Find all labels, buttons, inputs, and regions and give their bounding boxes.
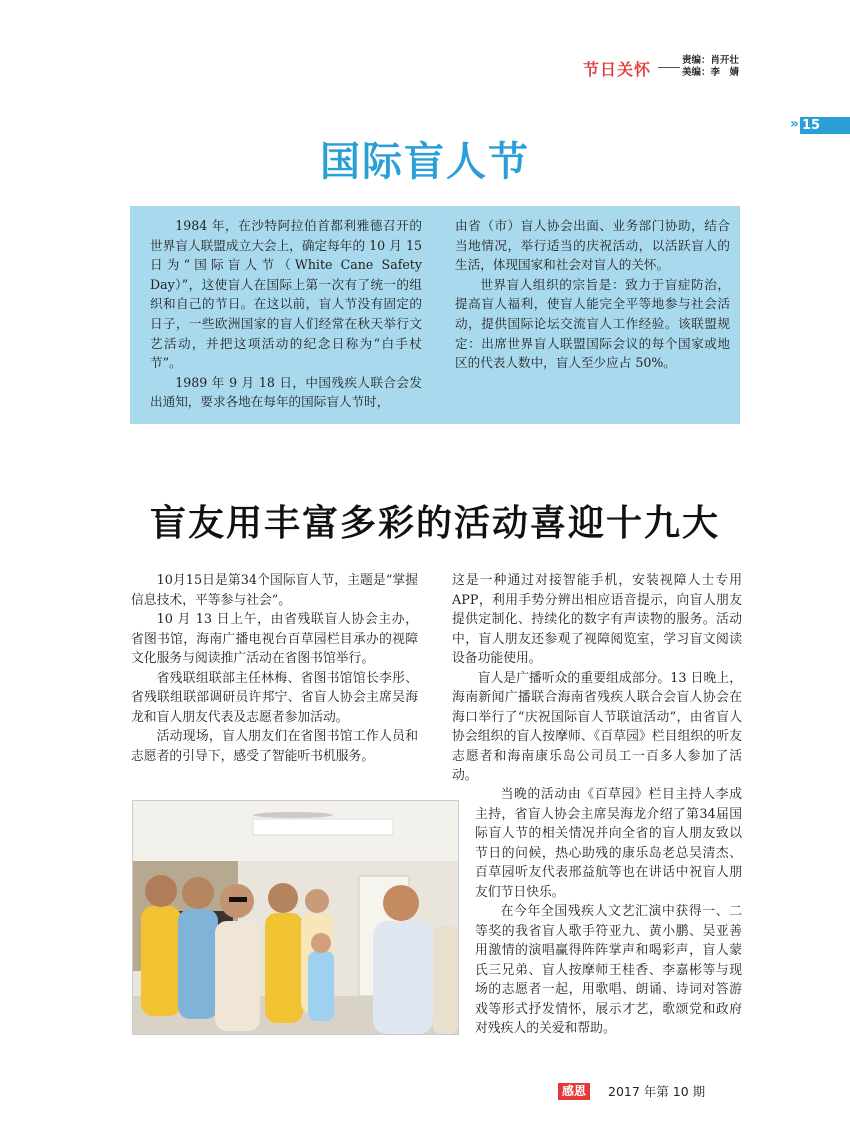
- info-paragraph-continued: 由省（市）盲人协会出面、业务部门协助，结合当地情况，举行适当的庆祝活动，以活跃盲人的生活，体现国家和社会对盲人的关怀。: [455, 218, 730, 273]
- article-left-column: [131, 571, 418, 766]
- article-title: 盲友用丰富多彩的活动喜迎十九大: [149, 503, 720, 544]
- designer-credit: 美编：李 婧: [682, 67, 740, 78]
- article-paragraph: 省残联组联部主任林梅、省图书馆馆长李彤、省残联组联部调研员许邦宁、省盲人协会主席吴海龙和盲人朋友代表及志愿者参加活动。: [131, 670, 418, 725]
- editor-credit: 责编：肖开壮: [682, 55, 740, 66]
- magazine-brand: 感恩: [558, 1083, 590, 1100]
- event-photo: [132, 800, 459, 1035]
- article-paragraph: 10月15日是第34个国际盲人节，主题是“掌握信息技术，平等参与社会”。: [131, 573, 418, 608]
- section-label: 节日关怀: [583, 60, 652, 79]
- article-right-column-bottom: [475, 785, 742, 1039]
- article-paragraph: 当晚的活动由《百草园》栏目主持人李成主持，省盲人协会主席吴海龙介绍了第34届国际盲人节的相关情况并向全省的盲人朋友致以节日的问候，热心助残的康乐岛老总吴清杰、百草园听友代表邢益航等也在讲话中祝盲人朋友们节日快乐。: [475, 787, 742, 900]
- info-paragraph: 世界盲人组织的宗旨是：致力于盲症防治，提高盲人福利，使盲人能完全平等地参与社会活动，提供国际论坛交流盲人工作经验。该联盟规定：出席世界盲人联盟国际会议的每个国家或地区的代表人数中，盲人至少应占 50%。: [455, 276, 730, 371]
- credits: [682, 55, 739, 79]
- info-box-left-column: [150, 216, 422, 412]
- page-title: 国际盲人节: [320, 139, 530, 185]
- info-paragraph: 1984 年，在沙特阿拉伯首都利雅德召开的世界盲人联盟成立大会上，确定每年的 10 月 15 日为“国际盲人节（White Cane Safety Day）”，这使盲人在国际上第一次有了统一的组织和自己的节日。在这以前，盲人节没有固定的日子，一些欧洲国家的盲人们经常在秋天举行文艺活动，并把这项活动的纪念日称为“白手杖节”。: [150, 218, 422, 371]
- info-box-right-column: [455, 216, 730, 373]
- article-paragraph: 活动现场，盲人朋友们在省图书馆工作人员和志愿者的引导下，感受了智能听书机服务。: [131, 729, 418, 764]
- article-paragraph-continued: 这是一种通过对接智能手机，安装视障人士专用 APP，利用手势分辨出相应语音提示，向盲人朋友提供定制化、持续化的数字有声读物的服务。活动中，盲人朋友还参观了视障阅览室，学习盲文阅读设备功能使用。: [452, 573, 742, 666]
- article-right-column-top: [452, 571, 742, 786]
- chevron-right-icon: »: [790, 116, 800, 132]
- article-paragraph: 在今年全国残疾人文艺汇演中获得一、二等奖的我省盲人歌手符亚九、黄小鹏、吴亚善用激情的演唱赢得阵阵掌声和喝彩声，盲人蒙氏三兄弟、盲人按摩师王桂香、李嘉彬等与现场的志愿者一起，用歌唱、朗诵、诗词对答游戏等形式抒发情怀，展示才艺，歌颂党和政府对残疾人的关爱和帮助。: [475, 904, 742, 1036]
- article-paragraph: 盲人是广播听众的重要组成部分。13 日晚上，海南新闻广播联合海南省残疾人联合会盲人协会在海口举行了“庆祝国际盲人节联谊活动”，由省盲人协会组织的盲人按摩师、《百草园》栏目组织的听友志愿者和海南康乐岛公司员工一百多人参加了活动。: [452, 670, 742, 783]
- header-divider: [658, 67, 680, 68]
- issue-label: 2017 年第 10 期: [608, 1084, 706, 1099]
- info-paragraph: 1989 年 9 月 18 日，中国残疾人联合会发出通知，要求各地在每年的国际盲人节时，: [150, 374, 422, 410]
- article-paragraph: 10 月 13 日上午，由省残联盲人协会主办，省图书馆，海南广播电视台百草园栏目承办的视障文化服务与阅读推广活动在省图书馆举行。: [131, 612, 418, 666]
- page-number: 15: [802, 118, 821, 133]
